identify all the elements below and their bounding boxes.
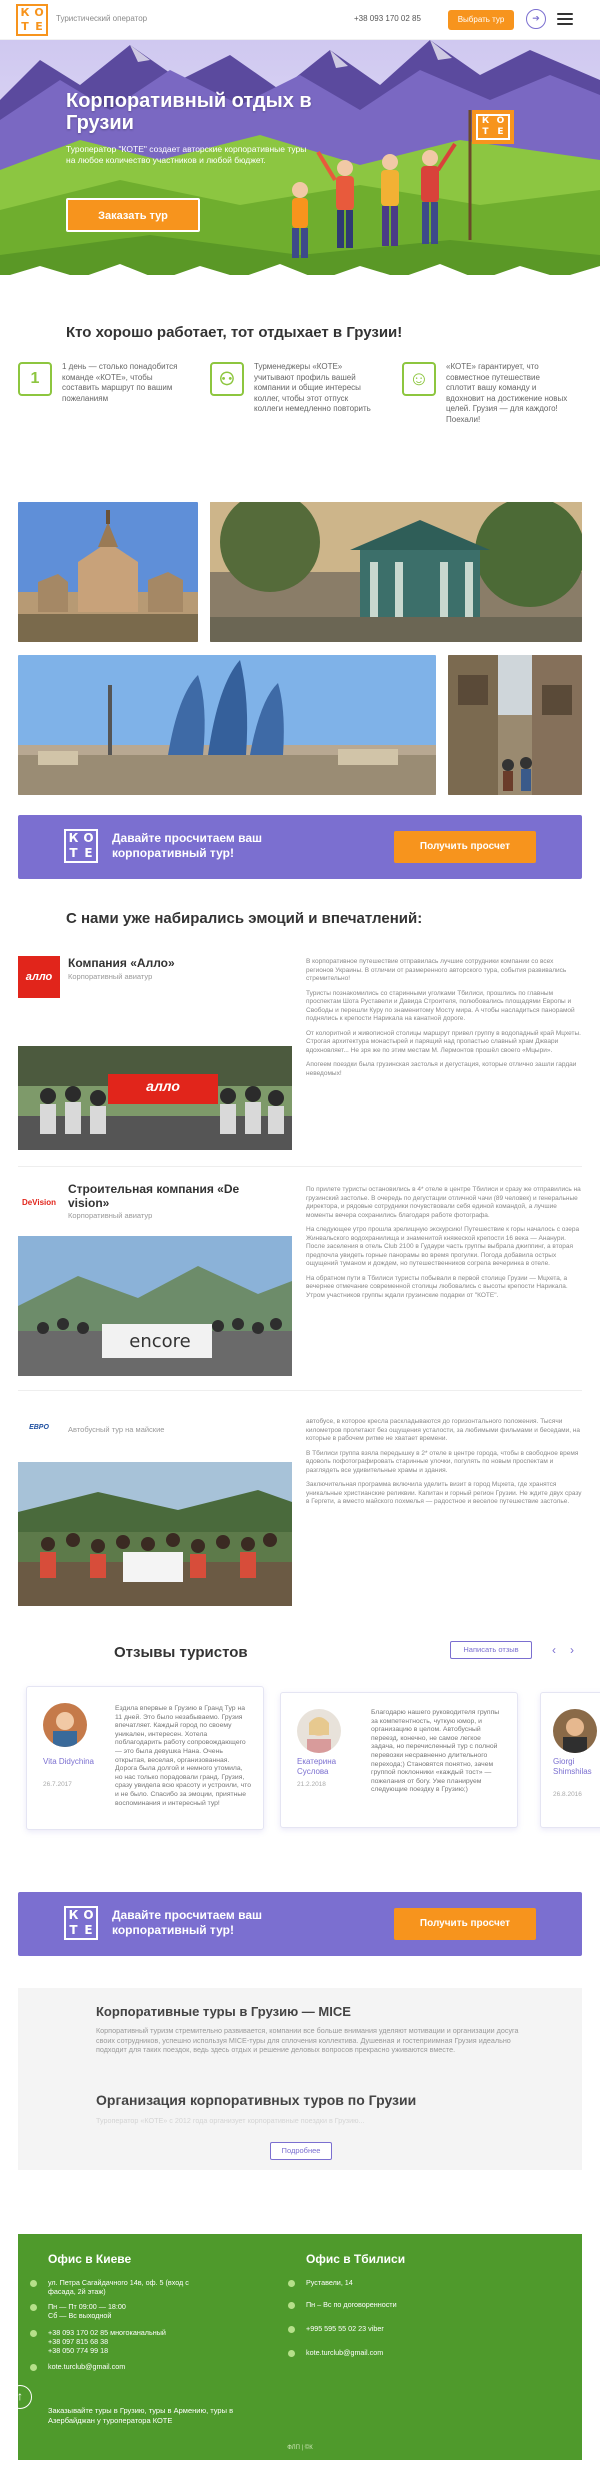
gallery-photo-flame-towers[interactable] (18, 655, 436, 795)
mice-faded-text: Туроператор «КОТЕ» с 2012 года организует корпоративные поездки в Грузию... (96, 2116, 365, 2125)
write-review-button[interactable]: Написать отзыв (450, 1641, 532, 1659)
arrow-right-icon[interactable]: ➔ (526, 9, 546, 29)
hero-section (0, 40, 600, 302)
team-icon: ⚇ (210, 362, 244, 396)
choose-tour-button[interactable]: Выбрать тур (448, 10, 514, 30)
review-date: 26.8.2016 (553, 1791, 582, 1798)
hero-title: Корпоративный отдых в Грузии (66, 90, 312, 134)
review-card (280, 1692, 518, 1828)
mice-text: Корпоративный туризм стремительно развивается, компании все больше внимания уделяют мотивации и организации досуга своих сотрудников, успешно используя MICE-туры для сплочения коллектива. Душевная и гостеприимная Грузия идеально подходит для таких поездок, ведь здесь отдых и решение деловых вопросов прекрасно уживаются вместе. (96, 2026, 519, 2055)
chevron-right-icon[interactable]: › (570, 1643, 574, 1657)
smile-icon: ☺ (402, 362, 436, 396)
hero-flag-logo: К О Т Е (476, 114, 510, 140)
gallery-photo-cathedral[interactable] (18, 502, 198, 642)
case-subtitle: Корпоративный авиатур (68, 1211, 153, 1220)
case-company: Строительная компания «De vision» (68, 1182, 240, 1210)
footer-phones[interactable]: +38 093 170 02 85 многоканальный +38 097 815 68 38 +38 050 774 99 18 (48, 2328, 166, 2355)
footer-address: Руставели, 14 (306, 2278, 353, 2287)
case-description: По прилете туристы остановились в 4* отеле в центре Тбилиси и сразу же отправились на грузинский застолье. В очередь по дегустации отличной чачи (89 человек) и генеральные директора, и рядовые сотрудники почувствовали себя единой командой, а лучшие моменты вечера сохранились благодаря работе фотографа. На следующее утро прошла зрелищную экскурсию! Путешествие к горы началось с озера Жинвальского водохранилища и знаменитой княжеской крепости 16 века — Ананури. После заселения в отель Club 2100 в Гудаури часть группы выбрала джиппинг, а вторая предпочла увидеть горные панорамы во время прогулки. Погода добавила острых ощущений туманом и дождем, но путешественников согрела вечеринка в отеле. На обратном пути в Тбилиси туристы побывали в первой столице Грузии — Мцхета, а вечернее отмечание современной столицы любовались с высоты крепости Нарикала. Утром участников группы ждали грузинские подарки от "КОТЕ". (306, 1186, 581, 1299)
site-header (0, 0, 600, 40)
mice-subtitle: Организация корпоративных туров по Грузии (96, 2092, 417, 2108)
footer-phones[interactable]: +995 595 55 02 23 viber (306, 2324, 384, 2333)
footer-copyright: ФЛП | ©К (287, 2445, 313, 2451)
hero-illustration (0, 40, 600, 302)
footer-email[interactable]: kote.turclub@gmail.com (306, 2348, 384, 2357)
location-icon (30, 2280, 37, 2287)
banner-text: Давайте просчитаем ваш корпоративный тур! (112, 1908, 263, 1937)
why-title: Кто хорошо работает, тот отдыхает в Грузии! (66, 324, 403, 341)
case-photo[interactable] (18, 1462, 292, 1606)
calc-banner (18, 815, 582, 879)
site-footer (18, 2234, 582, 2460)
avatar (297, 1709, 341, 1753)
header-phone[interactable]: +38 093 170 02 85 (354, 14, 421, 23)
review-name: Giorgi Shimshilas (553, 1757, 592, 1776)
review-date: 21.2.2018 (297, 1781, 326, 1788)
footer-email[interactable]: kote.turclub@gmail.com (48, 2362, 126, 2371)
footer-hours: Пн — Пт 09:00 — 18:00 Сб — Вс выходной (48, 2302, 126, 2320)
devision-logo: DeVision (21, 1198, 57, 1207)
review-name: Екатерина Суслова (297, 1757, 337, 1776)
phone-icon (30, 2330, 37, 2337)
case-photo[interactable] (18, 1236, 292, 1376)
review-text: Ездила впервые в Грузию в Гранд Тур на 11 дней. Это было незабываемо. Грузия впечатляет. Каждый город по своему уникален, интересен. Хотела поблагодарить работу сопровождающего — это была девушка Нана. Очень открытая, веселая, организованная. Дорога была долгой и немного утомила, но нас только порадовали гранд. Грузия, сразу увидела всю красоту и устроили, что и не было. Спасибо за эмоции, приятные воспоминания и интересный тур! (115, 1705, 251, 1807)
banner-logo: К О Т Е (64, 1906, 98, 1940)
review-date: 26.7.2017 (43, 1781, 72, 1788)
case-subtitle: Автобусный тур на майские (68, 1425, 165, 1434)
case-company: Компания «Алло» (68, 956, 175, 970)
menu-icon[interactable] (557, 13, 573, 27)
gallery-photo-pavilion[interactable] (210, 502, 582, 642)
footer-hours: Пн – Вс по договоренности (306, 2300, 397, 2309)
case-photo-banner-text: encore (129, 1331, 191, 1352)
divider (18, 1390, 582, 1391)
mice-section (18, 1988, 582, 2170)
case-description: автобусе, в которое кресла раскладываются до горизонтального положения. Тысячи километров пролетают без ощущения усталости, за любимыми фильмами и беседами, на которые в рабочем ритме не хватает времени. В Тбилиси группа взяла передышку в 2* отеле в центре города, чтобы в свободное время вдоволь пофотографировать старинные улочки, погулять по новым проспектам и разглядеть все удивительные храмы и здания. Заключительная программа включила уделить визит в город Мцхета, где хранятся уникальные христианские реликвии. Капитан и горный регион Грузии. Не ждите двух сразу в Гергети, а вместо майского похмелья — радостное и веселое путешествие застолье. (306, 1418, 582, 1505)
euro-logo: ЕВРО (29, 1424, 49, 1431)
case-description: В корпоративное путешествие отправилась лучшие сотрудники компании со всех регионов Украины. В отличии от размеренного авторского тура, события развивались стремительно! Туристы познакомились со старинными уголками Тбилиси, прошлись по главным проспектам Шота Руставели и Давида Строителя, полюбовались площадями Европы и Свободы и перешли Куру по знаменитому Мосту мира. А чтобы насладиться панорамой поднялись к крепости Нарикала на канатной дороге. От колоритной и живописной столицы маршрут привел группу в водопадный край Мцхеты. Строгая архитектура монастырей и парящий над пропастью славный храм Джвари вдохновляет... Не зря же по этим местам М. Лермонтов прошёл своего «Мцыри». Апогеем поездки была грузинская застолья и дегустация, которые отлично зашли гардаи неведомых! (306, 958, 581, 1077)
cases-title: С нами уже набирались эмоций и впечатлений: (66, 910, 423, 927)
get-calc-button[interactable]: Получить просчет (394, 831, 536, 863)
review-name: Vita Didychina (43, 1757, 94, 1766)
case-photo-banner-text: алло (146, 1078, 180, 1094)
kote-logo[interactable]: К О Т Е (16, 4, 48, 36)
footer-kiev-title: Офис в Киеве (48, 2252, 132, 2266)
chevron-left-icon[interactable]: ‹ (552, 1643, 556, 1657)
hero-description: Туроператор "КОТЕ" создает авторские корпоративные туры на любое количество участников и любой бюджет. (66, 144, 307, 165)
mail-icon (30, 2364, 37, 2371)
gallery-photo-old-street[interactable] (448, 655, 582, 795)
order-tour-button[interactable]: Заказать тур (66, 198, 200, 232)
banner-logo: К О Т Е (64, 829, 98, 863)
calc-banner (18, 1892, 582, 1956)
review-text: Благодарю нашего руководителя группы за компетентность, чуткую юмор, и организацию в целом. Автобусный переезд, конечно, не самое легкое задача, но перечисленный тур с полной перевозки несравненно длительного перехода;) Становятся понятно, зачем группой поклонники «каждый тост» — пожелания от богу. Уже планируем следующие поездку в Грузию;) (371, 1709, 500, 1794)
case-subtitle: Корпоративный авиатур (68, 972, 153, 981)
banner-text: Давайте просчитаем ваш корпоративный тур! (112, 831, 263, 860)
reviews-title: Отзывы туристов (114, 1644, 248, 1661)
number-one-icon: 1 (18, 362, 52, 396)
review-card (26, 1686, 264, 1830)
get-calc-button[interactable]: Получить просчет (394, 1908, 536, 1940)
avatar (553, 1709, 597, 1753)
mail-icon (288, 2350, 295, 2357)
footer-bottom-text: Заказывайте туры в Грузию, туры в Армению, туры в Азербайджан у туроператора КОТЕ (48, 2406, 234, 2425)
case-photo[interactable] (18, 1046, 292, 1150)
scroll-up-icon[interactable]: ↑ (8, 2385, 32, 2409)
location-icon (288, 2280, 295, 2287)
clock-icon (30, 2304, 37, 2311)
header-tagline: Туристический оператор (56, 14, 148, 23)
divider (18, 1166, 582, 1167)
review-card (540, 1692, 600, 1828)
clock-icon (288, 2302, 295, 2309)
allo-logo: алло (18, 956, 60, 998)
avatar (43, 1703, 87, 1747)
footer-address: ул. Петра Сагайдачного 14в, оф. 5 (вход с фасада, 2й этаж) (48, 2278, 189, 2296)
more-button[interactable]: Подробнее (270, 2142, 332, 2160)
phone-icon (288, 2326, 295, 2333)
footer-tbilisi-title: Офис в Тбилиси (306, 2252, 406, 2266)
mice-title: Корпоративные туры в Грузию — MICE (96, 2004, 351, 2019)
